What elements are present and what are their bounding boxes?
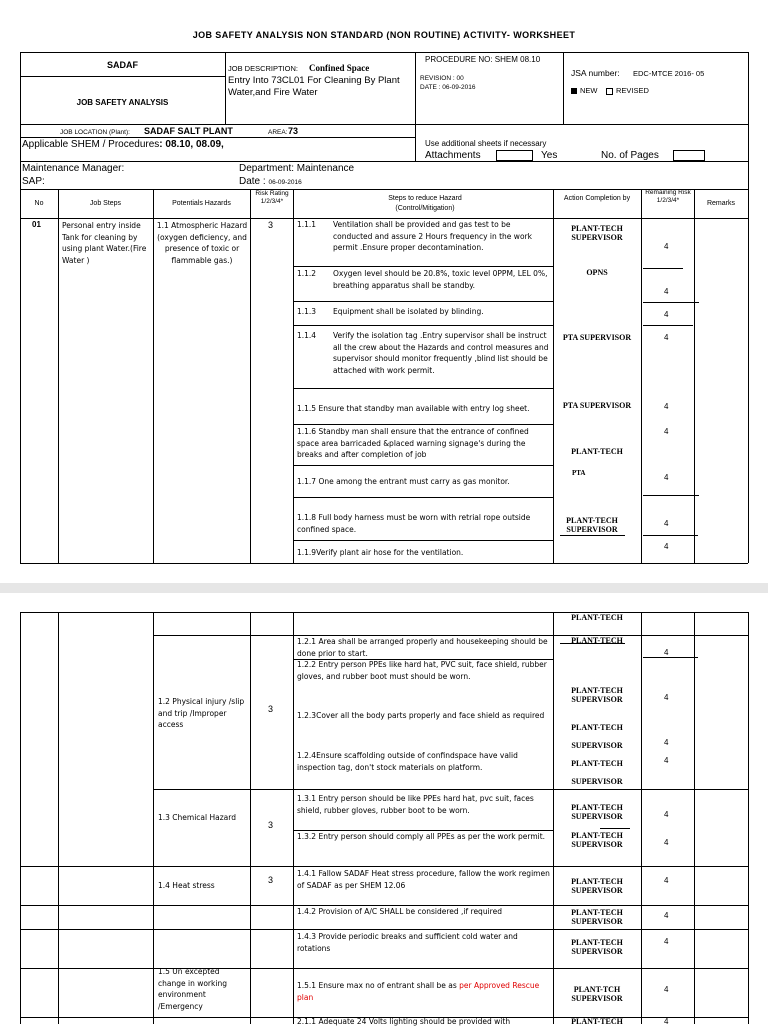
step-text: 1.1.7 One among the entrant must carry as gas monitor.: [297, 477, 510, 486]
remaining-risk: 4: [664, 937, 669, 946]
step-text: Ventilation shall be provided and gas test to be conducted and assure 2 Hours frequency in the work permit .Ensure proper decontamination.: [333, 220, 532, 252]
remaining-risk: 4: [664, 542, 669, 551]
column-header-no: No: [34, 200, 44, 207]
step-number: 1.1.1: [297, 220, 317, 229]
step-text: 1.4.3 Provide periodic breaks and sufficient cold water and rotations: [297, 932, 518, 953]
column-header-job-steps: Job Steps: [89, 200, 122, 207]
remaining-risk: 4: [664, 911, 669, 920]
job-description-title: Confined Space: [309, 63, 370, 73]
step-text: 1.1.5 Ensure that standby man available with entry log sheet.: [297, 404, 530, 413]
action-completion: PLANT-TECH SUPERVISOR: [571, 938, 623, 956]
new-option: NEW: [571, 86, 598, 96]
page-separator: [0, 583, 768, 593]
action-completion: PLANT-TECH SUPERVISOR: [571, 686, 623, 704]
action-completion: PLANT-TECH SUPERVISOR: [571, 224, 623, 242]
pages-count-box[interactable]: [673, 150, 705, 161]
step-number: 1.1.4: [297, 331, 317, 340]
jsa-number-label: JSA number:: [571, 68, 620, 78]
job-location-value: SADAF SALT PLANT: [144, 126, 233, 136]
step-text: 1.1.6 Standby man shall ensure that the entrance of confined space area barricaded &placed warning signage's during the breaks and after completion of job: [297, 427, 529, 459]
step-text: 1.3.1 Entry person should be like PPEs hard hat, pvc suit, faces shield, rubber gloves, rubber boot to be worn.: [297, 794, 534, 815]
area-label: AREA:: [268, 129, 288, 136]
action-completion: PLANT-TECH: [571, 447, 623, 456]
remaining-risk: 4: [664, 287, 669, 296]
checked-box-icon: [571, 88, 577, 94]
unchecked-box-icon: [606, 88, 613, 95]
remaining-risk: 4: [664, 242, 669, 251]
hazard-physical: 1.2 Physical injury /slip and trip /Improper access: [158, 697, 245, 729]
risk-rating: 3: [268, 820, 274, 830]
step-text: 1.2.3Cover all the body parts properly and face shield as required: [297, 711, 545, 720]
hazard-heat-stress: 1.4 Heat stress: [158, 881, 215, 890]
action-completion: PTA: [572, 469, 586, 477]
revised-option: REVISED: [606, 86, 649, 96]
action-completion: OPNS: [586, 268, 608, 277]
remaining-risk: 4: [664, 838, 669, 847]
company-name: SADAF: [107, 60, 138, 70]
area-value: 73: [288, 126, 299, 136]
attachments-yes-label: Yes: [541, 150, 558, 161]
step-text: Equipment shall be isolated by blinding.: [333, 307, 484, 316]
shem-label: Applicable SHEM / Procedures: 08.10, 08.09,: [22, 139, 224, 150]
column-header-action: Action Completion by: [563, 195, 631, 202]
job-location-label: JOB LOCATION (Plant):: [60, 129, 130, 136]
action-completion: PTA SUPERVISOR: [562, 401, 632, 410]
additional-sheets-note: Use additional sheets if necessary: [425, 139, 547, 148]
job-description-label: JOB DESCRIPTION:: [228, 64, 299, 73]
hazard-environment-change: 1.5 Un excepted change in working environment /Emergency: [158, 967, 227, 1011]
remaining-risk: 4: [664, 876, 669, 885]
header-date: DATE : 06-09-2016: [420, 84, 476, 91]
remaining-risk: 4: [664, 648, 669, 657]
action-completion: PTA SUPERVISOR: [562, 333, 632, 342]
remaining-risk: 4: [664, 402, 669, 411]
remaining-risk: 4: [664, 333, 669, 342]
step-text: 1.3.2 Entry person should comply all PPEs as per the work permit.: [297, 832, 546, 841]
attachments-label: Attachments: [425, 150, 481, 161]
remaining-risk: 4: [664, 473, 669, 482]
hazard-chemical: 1.3 Chemical Hazard: [158, 813, 236, 822]
step-text: 1.2.4Ensure scaffolding outside of confindspace have valid inspection tag, don't stock materials on platform.: [297, 751, 518, 772]
remaining-risk: 4: [664, 693, 669, 702]
column-header-remaining-risk: Remaining Risk 1/2/3/4*: [645, 189, 691, 204]
risk-rating: 3: [268, 875, 274, 885]
step-text: 1.1.8 Full body harness must be worn with retrial rope outside confined space.: [297, 513, 531, 534]
procedure-number: PROCEDURE NO: SHEM 08.10: [425, 55, 541, 64]
hazard-atmospheric: 1.1 Atmospheric Hazard (oxygen deficiency, and presence of toxic or flammable gas.): [156, 221, 248, 265]
step-number: 1.1.2: [297, 269, 317, 278]
remaining-risk: 4: [664, 810, 669, 819]
step-text: Verify the isolation tag .Entry supervisor shall be instruct all the crew about the Hazards and control measures and supervisor should monitor frequently ,blind list should be attached with work permit.: [333, 331, 549, 375]
column-header-remarks: Remarks: [706, 200, 735, 207]
remaining-risk: 4: [664, 756, 669, 765]
risk-rating: 3: [268, 220, 274, 230]
department: Department: Maintenance: [239, 163, 355, 174]
remaining-risk: 4: [664, 1017, 669, 1026]
step-text: Oxygen level should be 20.8%, toxic level 0PPM, LEL 0%, breathing apparatus shall be standby.: [333, 269, 548, 290]
remaining-risk: 4: [664, 310, 669, 319]
step-text: 1.4.1 Fallow SADAF Heat stress procedure, fallow the work regimen of SADAF as per SHEM 12.06: [297, 869, 550, 890]
step-text: 2.1.1 Adequate 24 Volts lighting should be provided with: [297, 1017, 511, 1026]
action-completion: PLANT-TECH SUPERVISOR: [571, 803, 623, 821]
action-completion: PLANT-TECH SUPERVISOR: [571, 831, 623, 849]
column-header-risk: Risk Rating 1/2/3/4*: [255, 190, 289, 205]
remaining-risk: 4: [664, 519, 669, 528]
step-text: 1.4.2 Provision of A/C SHALL be considered ,if required: [297, 907, 502, 916]
action-completion: PLANT-TECH: [571, 613, 623, 622]
remaining-risk: 4: [664, 738, 669, 747]
action-completion: SUPERVISOR: [571, 777, 623, 786]
job-step: Personal entry inside Tank for cleaning by using plant Water.(Fire Water ): [62, 221, 147, 265]
step-number: 1.1.3: [297, 307, 317, 316]
worksheet-title: JOB SAFETY ANALYSIS NON STANDARD (NON ROUTINE) ACTIVITY- WORKSHEET: [192, 30, 576, 40]
action-completion: PLANT-TECH SUPERVISOR: [571, 908, 623, 926]
revision: REVISION : 00: [420, 75, 464, 82]
step-text: 1.2.2 Entry person PPEs like hard hat, PVC suit, face shield, rubber gloves, and rubber boot must should be worn.: [297, 660, 547, 681]
row-number: 01: [32, 220, 41, 229]
remaining-risk: 4: [664, 427, 669, 436]
step-text: 1.2.1 Area shall be arranged properly and housekeeping should be done prior to start.: [297, 637, 548, 658]
job-description-line: Water,and Fire Water: [228, 87, 318, 98]
action-completion: PLANT-TECH SUPERVISOR: [566, 516, 618, 534]
remaining-risk: 4: [664, 985, 669, 994]
action-completion: PLANT-TECH: [571, 723, 623, 732]
jsa-number-value: EDC-MTCE 2016- 05: [633, 69, 705, 78]
pages-label: No. of Pages: [601, 150, 659, 161]
attachments-checkbox[interactable]: [496, 150, 533, 161]
action-completion: PLANT-TECH SUPERVISOR: [571, 877, 623, 895]
column-header-steps: Steps to reduce Hazard (Control/Mitigation): [388, 195, 462, 212]
step-text: 1.5.1 Ensure max no of entrant shall be as per Approved Rescue plan: [297, 981, 540, 1002]
job-description-line: Entry Into 73CL01 For Cleaning By Plant: [228, 75, 400, 86]
maintenance-manager-label: Maintenance Manager:: [22, 163, 125, 174]
action-completion: PLANT-TECH: [571, 636, 623, 645]
action-completion: PLANT-TECH: [571, 759, 623, 768]
worksheet-page-2: [0, 593, 768, 1024]
step-text: 1.1.9Verify plant air hose for the ventilation.: [297, 548, 464, 557]
action-completion: SUPERVISOR: [571, 741, 623, 750]
action-completion: PLANT-TCH SUPERVISOR: [571, 985, 623, 1003]
risk-rating: 3: [268, 704, 274, 714]
column-header-hazards: Potentials Hazards: [172, 200, 231, 207]
sap-label: SAP:: [22, 176, 45, 187]
manager-date: Date : 06-09-2016: [239, 176, 302, 187]
action-completion: PLANT-TECH: [571, 1017, 623, 1026]
document-type: JOB SAFETY ANALYSIS: [76, 98, 169, 107]
